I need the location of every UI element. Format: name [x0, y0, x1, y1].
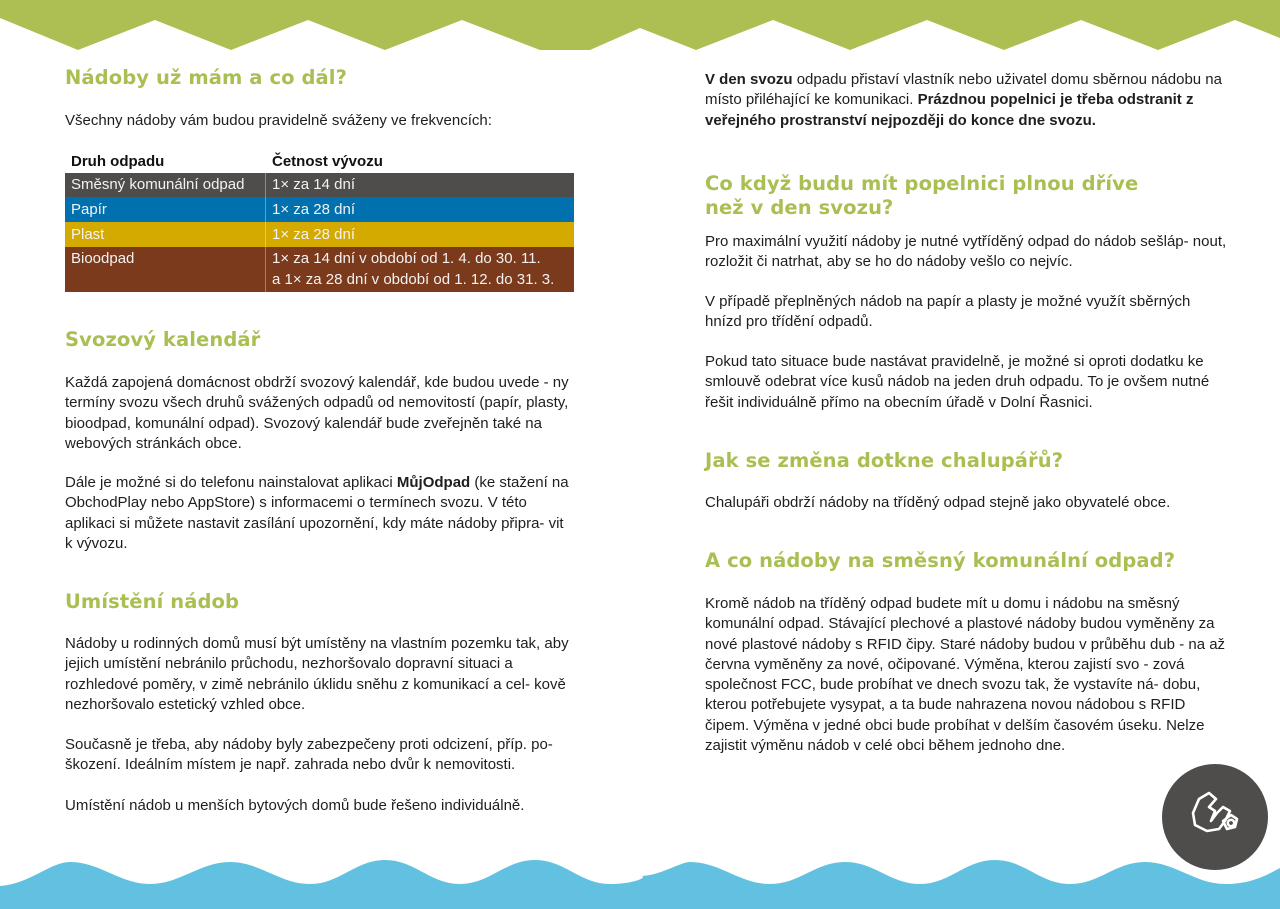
section-title-mixed-waste: A co nádoby na směsný komunální odpad? [705, 549, 1176, 572]
bold-collection-day: V den svozu [705, 71, 793, 88]
table-intro: Všechny nádoby vám budou pravidelně sváženy ve frekvencích: [65, 112, 492, 129]
top-zigzag-decoration [0, 0, 1280, 52]
header-frequency: Četnost vývozu [272, 153, 383, 170]
cell-frequency [266, 247, 574, 292]
table-header [65, 150, 574, 173]
collection-frequency-table [65, 150, 574, 292]
placement-paragraph-1: Nádoby u rodinných domů musí být umístěny na vlastním pozemku tak, aby jejich umístění nebránilo průchodu, nezhoršovalo dopravní situaci a rozhledové poměry, v zimě nebránilo úklidu sněhu z komunikací a cel- kově nezhoršovalo estetický vzhled obce. [65, 635, 569, 713]
section-title-placement: Umístění nádob [65, 590, 240, 613]
collection-day-text: odpadu přistaví vlastník nebo uživatel domu sběrnou nádobu na místo přiléhající ke komunikaci. [705, 71, 1222, 109]
section-title-cottagers: Jak se změna dotkne chalupářů? [705, 449, 1064, 472]
mixed-waste-paragraph: Kromě nádob na tříděný odpad budete mít u domu i nádobu na směsný komunální odpad. Stávající plechové a plastové nádoby budou vyměněny za nové plastové nádoby s RFID čipy. Staré nádoby budou v průběhu dub - na až června vyměněny za nové, očipované. Výměna, kterou zajistí svo - zová společnost FCC, bude probíhat ve dnech svozu tak, že vystavíte ná- dobu, kterou potřebujete vysypat, a ta bude nahrazena novou nádobou s RFID čipem. Výměna v jedné obci bude probíhat v delším časovém úseku. Nelze zajistit výměnu nádob v celé obci během jednoho dne. [705, 595, 1226, 755]
waste-bag-badge [1162, 764, 1268, 870]
table-row-mixed [65, 173, 574, 197]
table-row-bio [65, 247, 574, 292]
placement-paragraph-2: Současně je třeba, aby nádoby byly zabezpečeny proti odcizení, příp. po- škození. Ideálním místem je např. zahrada nebo dvůr k nemovitosti. [65, 736, 553, 774]
header-waste-type: Druh odpadu [71, 153, 165, 170]
title-line-2: než v den svozu? [705, 196, 894, 219]
table-row-plastic [65, 222, 574, 247]
cell-type: Směsný komunální odpad [65, 173, 266, 197]
calendar-paragraph-1: Každá zapojená domácnost obdrží svozový kalendář, kde budou uvede - ny termíny svozu všech druhů svážených odpadů od nemovitostí (papír, plasty, bioodpad, komunální odpad). Svozový kalendář bude zveřejněn také na webových stránkách obce. [65, 374, 569, 452]
cell-frequency-line1: 1× za 14 dní v období od 1. 4. do 30. 11. [272, 250, 541, 267]
full-bin-paragraph-3: Pokud tato situace bude nastávat pravidelně, je možné si oproti dodatku ke smlouvě odebrat více kusů nádob na jeden druh odpadu. To je ovšem nutné řešit individuálně přímo na obecním úřadě v Dolní Řasnici. [705, 353, 1210, 411]
bold-remove-bin: Prázdnou popelnici je třeba odstranit z veřejného prostranství nejpozději do konce dne svozu. [705, 91, 1194, 129]
app-name: MůjOdpad [396, 474, 471, 491]
waste-bag-icon [1183, 785, 1247, 849]
cell-type: Papír [65, 197, 266, 222]
placement-paragraph-3: Umístění nádob u menších bytových domů bude řešeno individuálně. [65, 797, 525, 814]
full-bin-paragraph-1: Pro maximální využití nádoby je nutné vytříděný odpad do nádob sešláp- nout, rozložit či natrhat, aby se ho do nádoby vešlo co nejvíc. [705, 233, 1227, 271]
calendar-p2-text-b: (ke stažení na ObchodPlay nebo AppStore) s informacemi o termínech svozu. V této aplikaci si můžete nastavit zasílání upozornění, kdy máte nádoby připra- vit k vývozu. [65, 474, 569, 552]
collection-day-paragraph [705, 70, 1227, 131]
cell-frequency: 1× za 14 dní [272, 176, 355, 193]
cell-frequency: 1× za 28 dní [272, 226, 355, 243]
cell-frequency: 1× za 28 dní [272, 201, 355, 218]
full-bin-paragraph-2: V případě přeplněných nádob na papír a plasty je možné využít sběrných hnízd pro třídění odpadů. [705, 293, 1191, 331]
calendar-paragraph-2 [65, 473, 573, 554]
cell-frequency-line2: a 1× za 28 dní v období od 1. 12. do 31. 3. [272, 270, 555, 288]
cottagers-paragraph: Chalupáři obdrží nádoby na tříděný odpad stejně jako obyvatelé obce. [705, 494, 1171, 511]
table-row-paper [65, 197, 574, 222]
cell-type: Bioodpad [65, 247, 266, 292]
bottom-wave-decoration [0, 854, 1280, 909]
cell-type: Plast [65, 222, 266, 247]
section-title-containers: Nádoby už mám a co dál? [65, 66, 348, 89]
calendar-p2-text-a: Dále je možné si do telefonu nainstalovat aplikaci [65, 474, 397, 491]
section-title-full-bin [705, 172, 1138, 220]
title-line-1: Co když budu mít popelnici plnou dříve [705, 172, 1139, 195]
section-title-calendar: Svozový kalendář [65, 328, 261, 351]
